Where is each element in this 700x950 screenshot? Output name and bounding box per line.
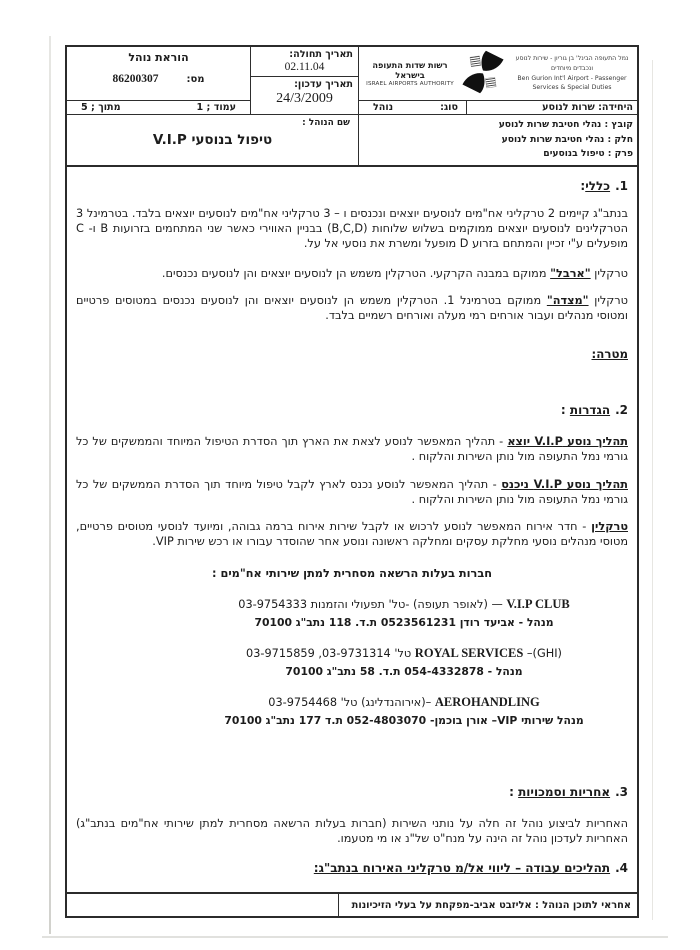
update-date-value: 24/3/2009 [276,91,333,106]
company-name: ROYAL SERVICES [414,645,524,660]
unit-row [358,101,639,115]
company-line1 [186,693,622,712]
department-subtitle [508,54,636,94]
authority-name-hebrew: רשות שדות התעופה בישראל [372,60,448,80]
company-entry-royal-services [186,644,622,680]
company-line1 [186,595,622,614]
page-of-label: מתוך ; 5 [81,102,121,113]
update-date-label: תאריך עדכון: [294,79,353,90]
department-subtitle-hebrew: נמל התעופה הבינל' בן גוריון - שירות לנוסע ונכבדים מיוחדים [515,54,629,72]
department-subtitle-english: Ben Gurion Int'l Airport - Passenger Services & Special Duties [517,74,627,92]
effective-date-value: 02.11.04 [284,61,325,73]
page-count-row [67,101,250,115]
company-entry-vip-club [186,595,622,631]
goal-heading [76,347,628,363]
section-4-title: תהליכים עבודה – ליווי אל/מ טרקליני האירוח בנתב"ג: [313,861,611,876]
section-4-heading [76,861,628,877]
footer-empty-cell [67,894,338,916]
company-name: AEROHANDLING [434,695,540,710]
procedure-name-value: טיפול בנוסעי V.I.P [152,132,273,148]
section-4-number: 4. [615,861,628,876]
goal-heading-text: מטרה: [591,347,628,362]
doc-type-title: הוראת נוהל [128,51,189,64]
doc-type-cell [359,101,467,114]
company-details: –(GHI) טל' 03-9731314, 03-9715859 [246,646,562,660]
classification-cell [358,115,639,167]
authority-title [362,60,458,87]
company-name: V.I.P CLUB [506,596,570,611]
procedure-name-cell [67,115,358,167]
footer-responsibility-cell: אחראי לתוכן הנוהל : אליזבט אביב-מפקחת על בעלי הזיכיונות [338,894,637,916]
airports-authority-logo-icon [461,50,505,98]
vip-outgoing-term: תהליך נוסע V.I.P יוצא [507,434,628,448]
company-line1 [186,644,622,663]
vip-incoming-text: - תהליך המאפשר לנוסע נכנס לארץ לקבל טיפול מיוחד תוך הסדרת הממשקים של כל גורמי נמל התעופה מול נותן השירות והלקוח . [76,477,628,506]
procedure-number: 86200307 [112,73,159,85]
arbel-prefix: טרקלין [590,267,628,280]
section-3-heading [76,785,628,801]
section-3-title: אחריות וסמכויות [518,785,611,800]
footer-strip [67,892,637,916]
vip-incoming-definition [76,477,628,507]
section-1-number: 1. [615,179,628,193]
procedure-number-cell [67,47,250,101]
company-manager-line: מנהל - אביעד רודן 0523561231 ת.ד. 118 נתב"ג 70100 [254,615,554,629]
general-paragraph: בנתב"ג קיימים 2 טרקליני אח"מים לנוסעים יוצאים ונכנסים ו – 3 טרקליני אח"מים לנוסעים יוצאים בלבד. בטרמינל 3 הטרקלינים לנוסעים יוצאים ממוקמים בשלוש שלוחות (B,C,D) בבניין האווירי כאשר שני המתחמים בזרועות B ו- C מופעלים ע"י זכיין והמתחם בזרוע D מופעל ומשרת את נוסעי אל על. [76,206,628,250]
section-2-number: 2. [615,402,628,417]
arbel-lounge-paragraph [76,266,628,281]
section-3-number: 3. [615,785,628,800]
company-manager-line: מנהל שירותי VIP– אורן בוכמן- 052-4803070 ת.ד 177 נתב"ג 70100 [224,713,584,727]
effective-date-label: תאריך תחולה: [289,49,353,60]
lounge-term: טרקלין [591,519,628,533]
type-value: נוהל [373,102,394,113]
arbel-rest: ממוקם במבנה הקרקעי. הטרקלין משמש הן לנוסעים יוצאים והן לנוסעים נכנסים. [161,267,551,280]
scan-edge-artifact [49,36,51,934]
section-1-colon: : [580,179,586,193]
company-entry-aerohandling [186,693,622,729]
lounge-definition [76,519,628,549]
scan-edge-artifact [42,936,668,938]
section-3-colon: : [509,785,519,800]
type-label: סוג: [440,102,458,113]
section-2-colon: : [560,402,570,417]
masada-lounge-paragraph [76,293,628,323]
masada-name: "מצדה" [546,294,589,308]
page-label: עמוד ; 1 [196,102,236,113]
document-body [67,179,637,877]
lounge-text: - חדר אירוח המאפשר לנוסע לרכוש או לקבל שירות אירוח ברמה גבוהה, ומיועד לנוסעי מטוסים פרטיים, מטוסי מנהלים נוסעי מחלקת עסקים ומחלקה ראשונה ונוסע אחר שהוסדר עבורו או רכש שירות VIP. [76,519,628,548]
file-line: קובץ : נהלי חטיבת שרות לנוסע [498,119,633,130]
section-1-title: כללי [585,179,611,193]
dates-cell [250,47,358,115]
responsibility-paragraph: האחריות לביצוע נוהל זה חלה על נותני השירות (חברות בעלות הרשאה מסחרית למתן שירותי אח"מים בנתב"ג) האחריות לעדכון נוהל זה הינה על מנח"ט של"נ או מי מטעמו. [76,817,628,846]
authority-name-english: ISRAEL AIRPORTS AUTHORITY [366,81,454,87]
section-1-heading [76,179,628,195]
logo-cell [358,47,639,101]
scan-edge-artifact [652,60,653,920]
company-details: –(אירוהנדלינג) טל' 03-9754468 [268,696,435,710]
section-2-title: הגדרות [569,402,611,417]
procedure-name-label: שם הנוהל : [302,118,350,128]
company-manager-line: מנהל - 054-4332878 ת.ד. 58 נתב"ג 70100 [285,664,523,678]
companies-intro-line: חברות בעלות הרשאה מסחרית למתן שירותי אח"מים : [212,566,492,580]
company-details: — (לאופר תעופה) -טל' תפעולי והזמנות 03-9754333 [238,597,507,611]
chapter-line: פרק : טיפול בנוסעים [543,148,633,160]
part-line: חלק : נהלי חטיבת שרות לנוסע [501,133,633,145]
arbel-name: "ארבל" [550,267,591,280]
vip-outgoing-text: - תהליך המאפשר לנוסע לצאת את הארץ תוך הסדרת הטיפול המיוחד והממשקים של כל גורמי נמל התעופה מול נותן השירות והלקוח . [76,434,628,463]
doc-number-row [67,73,250,85]
header-table [67,47,637,167]
masada-prefix: טרקלין [588,294,628,308]
number-label: מס: [186,74,205,85]
vip-outgoing-definition [76,434,628,464]
vip-incoming-term: תהליך נוסע V.I.P ניכנס [501,477,628,491]
document-page-frame [65,45,639,918]
unit-label: היחידה: שרות לנוסע [542,102,633,113]
masada-rest: ממוקם בטרמינל 1. הטרקלין משמש הן לנוסעים יוצאים והן לנוסעים נכנסים במטוסים פרטיים ומטוסי מנהלים ועבור אורחים רמי מעלה ואורחים רשמיים בלבד. [76,294,628,323]
section-2-heading [76,403,628,419]
